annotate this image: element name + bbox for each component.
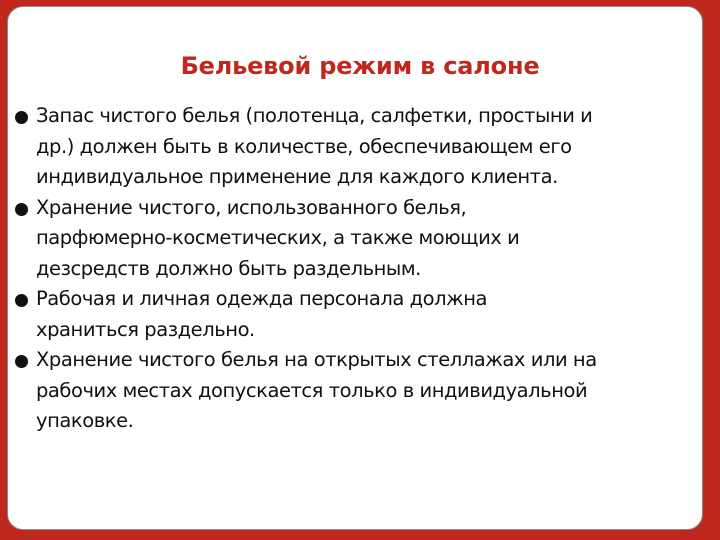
bullet-line: Хранение чистого, использованного белья,	[36, 195, 467, 219]
bullet-line: дезсредств должно быть раздельным.	[36, 256, 421, 280]
bullet-item	[14, 284, 704, 345]
bullet-dot-icon	[15, 294, 28, 307]
bullet-item	[14, 345, 704, 437]
bullet-line: др.) должен быть в количестве, обеспечивающем его	[36, 134, 572, 158]
bullet-line: храниться раздельно.	[36, 317, 255, 341]
slide-title: Бельевой режим в салоне	[180, 52, 540, 80]
bullet-line: рабочих местах допускается только в индивидуальной	[36, 378, 588, 402]
bullet-line: парфюмерно-косметических, а также моющих и	[36, 226, 520, 249]
bullet-item	[14, 193, 704, 285]
bullet-list	[14, 101, 704, 437]
bullet-line: Хранение чистого белья на открытых стеллажах или на	[36, 348, 597, 371]
bullet-dot-icon	[15, 203, 28, 216]
bullet-item	[14, 101, 704, 193]
bullet-line: Запас чистого белья (полотенца, салфетки, простыни и	[36, 104, 593, 127]
bullet-line: Рабочая и личная одежда персонала должна	[36, 287, 488, 310]
bullet-dot-icon	[15, 355, 28, 368]
bullet-line: упаковке.	[36, 409, 134, 432]
bullet-line: индивидуальное применение для каждого клиента.	[36, 165, 558, 188]
bullet-dot-icon	[15, 111, 28, 124]
